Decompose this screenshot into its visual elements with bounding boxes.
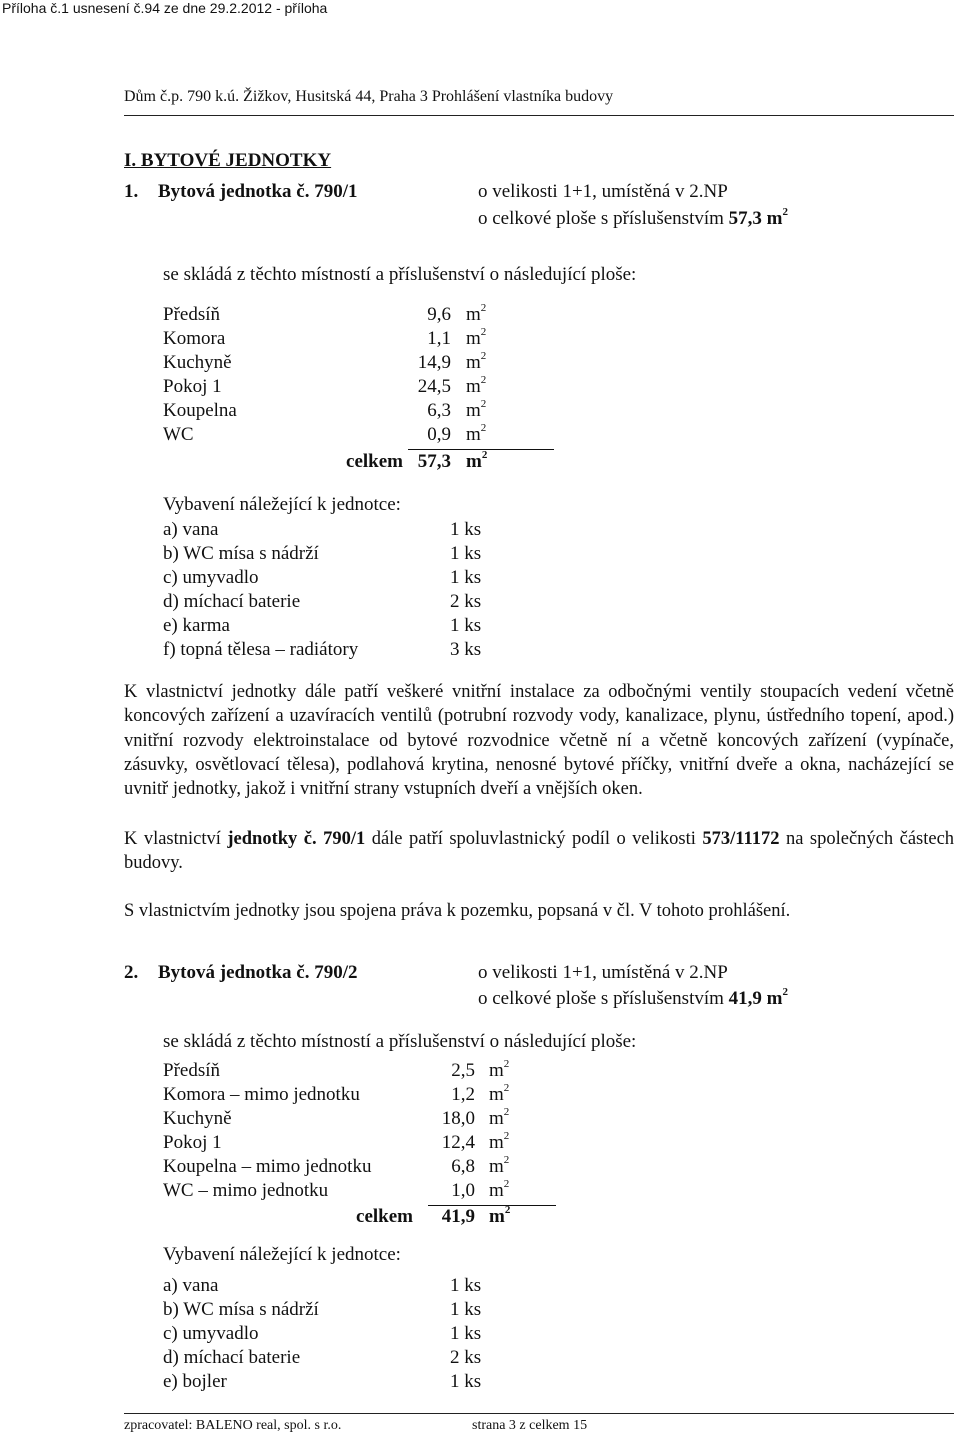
- room-area: 24,5: [417, 376, 451, 397]
- share-suffix: na společných částech budovy.: [124, 829, 955, 874]
- equipment-qty: 1 ks: [450, 519, 482, 540]
- room-total-row: [163, 448, 543, 474]
- footer-page-number: strana 3 z celkem 15: [472, 1418, 588, 1433]
- section-title: I. BYTOVÉ JEDNOTKY: [124, 150, 332, 171]
- room-unit-sup: 2: [503, 1129, 510, 1142]
- equipment-row: [163, 567, 503, 590]
- room-unit-sup: 2: [503, 1153, 510, 1166]
- room-unit-text: m: [489, 1156, 504, 1177]
- room-area: 18,0: [441, 1108, 475, 1129]
- equipment-name: d) míchací baterie: [163, 1347, 301, 1368]
- unit-1-number: 1.: [124, 181, 139, 202]
- room-name: WC – mimo jednotku: [163, 1180, 329, 1201]
- unit-2-equipment-title: Vybavení náležející k jednotce:: [163, 1244, 401, 1265]
- equipment-row: [163, 1299, 503, 1322]
- room-row: [163, 349, 543, 375]
- equipment-qty: 3 ks: [450, 639, 482, 660]
- document-header: Dům č.p. 790 k.ú. Žižkov, Husitská 44, Praha 3 Prohlášení vlastníka budovy: [124, 88, 614, 105]
- room-unit-text: m: [466, 328, 481, 349]
- unit-1-rooms-intro: se skládá z těchto místností a příslušenství o následující ploše:: [163, 264, 637, 285]
- unit-2-total-area-line: [478, 985, 788, 1010]
- room-unit: [489, 1057, 510, 1082]
- room-row: [163, 421, 543, 447]
- room-unit-text: m: [466, 400, 481, 421]
- equipment-name: b) WC mísa s nádrží: [163, 543, 319, 564]
- unit-2-number: 2.: [124, 962, 139, 983]
- room-area: 2,5: [451, 1060, 475, 1081]
- equipment-row: [163, 615, 503, 638]
- room-area: 1,2: [451, 1084, 475, 1105]
- unit-1-area-label: o celkové ploše s příslušenstvím: [478, 208, 724, 229]
- unit-2-size: o velikosti 1+1, umístěná v 2.NP: [478, 962, 728, 983]
- room-row: [163, 1105, 543, 1131]
- unit-1-total-area-line: [478, 205, 788, 230]
- share-unit: jednotky č. 790/1: [227, 829, 366, 849]
- room-unit-text: m: [466, 376, 481, 397]
- unit-1-ownership-paragraph: K vlastnictví jednotky dále patří veškeré vnitřní instalace za odbočnými ventily stoupacích vedení včetně koncových zařízení a uzavíracích ventilů (potrubní rozvody vody, kanalizace, plynu, ústředního topení, apod.) vnitřní rozvody elektroinstalace od bytové rozvodnice včetně ní a včetně koncových zařízení (vypínače, zásuvky, osvětlovací tělesa), podlahová krytina, nenosné bytové příčky, vnitřní dveře a okna, nacházející se uvnitř jednotky, jakož i vnitřní strany vstupních dveří a vnějších oken.: [124, 682, 954, 800]
- footer-divider: [124, 1413, 954, 1414]
- unit-1-size: o velikosti 1+1, umístěná v 2.NP: [478, 181, 728, 202]
- room-unit-text: m: [466, 304, 481, 325]
- room-row: [163, 1177, 543, 1203]
- room-name: WC: [163, 424, 194, 445]
- room-name: Pokoj 1: [163, 376, 222, 397]
- room-unit: [466, 349, 487, 374]
- room-area: 6,3: [427, 400, 451, 421]
- equipment-qty: 2 ks: [450, 591, 482, 612]
- room-unit-text: m: [489, 1060, 504, 1081]
- unit-1-area-value: 57,3 m: [728, 208, 783, 229]
- equipment-row: [163, 591, 503, 614]
- equipment-name: a) vana: [163, 519, 219, 540]
- room-area: 6,8: [451, 1156, 475, 1177]
- equipment-row: [163, 1323, 503, 1346]
- equipment-qty: 1 ks: [450, 543, 482, 564]
- room-unit-text: m: [489, 1132, 504, 1153]
- sum-divider: [408, 449, 554, 450]
- share-prefix: K vlastnictví: [124, 829, 221, 849]
- equipment-row: [163, 543, 503, 566]
- room-unit: [466, 325, 487, 350]
- equipment-qty: 1 ks: [450, 1299, 482, 1320]
- room-area: 0,9: [427, 424, 451, 445]
- equipment-qty: 2 ks: [450, 1347, 482, 1368]
- equipment-name: f) topná tělesa – radiátory: [163, 639, 359, 660]
- equipment-row: [163, 639, 503, 662]
- room-name: Komora – mimo jednotku: [163, 1084, 360, 1105]
- total-unit-sup: 2: [504, 1203, 511, 1216]
- total-unit: [466, 448, 488, 473]
- room-name: Kuchyně: [163, 352, 232, 373]
- unit-1-share-paragraph: [124, 827, 954, 876]
- unit-1-land-text: S vlastnictvím jednotky jsou spojena práva k pozemku, popsaná v čl. V tohoto prohlášení.: [124, 901, 791, 921]
- room-name: Pokoj 1: [163, 1132, 222, 1153]
- room-row: [163, 1153, 543, 1179]
- room-row: [163, 397, 543, 423]
- room-unit: [489, 1081, 510, 1106]
- room-row: [163, 1057, 543, 1083]
- unit-2-rooms-intro: se skládá z těchto místností a příslušenství o následující ploše:: [163, 1031, 637, 1052]
- room-row: [163, 1129, 543, 1155]
- equipment-qty: 1 ks: [450, 1371, 482, 1392]
- room-name: Koupelna: [163, 400, 237, 421]
- room-name: Předsíň: [163, 304, 220, 325]
- header-divider: [124, 115, 954, 116]
- room-unit: [466, 373, 487, 398]
- share-middle: dále patří spoluvlastnický podíl o velikosti: [371, 829, 696, 849]
- room-unit-text: m: [489, 1084, 504, 1105]
- unit-1-area-sup: 2: [782, 205, 788, 218]
- equipment-row: [163, 519, 503, 542]
- room-unit-text: m: [466, 424, 481, 445]
- unit-2-area-value: 41,9 m: [728, 988, 783, 1009]
- room-unit-sup: 2: [480, 325, 487, 338]
- equipment-qty: 1 ks: [450, 1323, 482, 1344]
- room-unit: [489, 1105, 510, 1130]
- total-unit-sup: 2: [481, 448, 488, 461]
- room-row: [163, 301, 543, 327]
- room-unit-sup: 2: [503, 1105, 510, 1118]
- total-area: 41,9: [441, 1206, 475, 1227]
- equipment-row: [163, 1371, 503, 1394]
- room-unit: [466, 301, 487, 326]
- unit-2-area-sup: 2: [782, 985, 788, 998]
- room-area: 9,6: [427, 304, 451, 325]
- room-unit-sup: 2: [480, 373, 487, 386]
- room-name: Komora: [163, 328, 226, 349]
- unit-2-title: Bytová jednotka č. 790/2: [158, 962, 358, 983]
- equipment-name: d) míchací baterie: [163, 591, 301, 612]
- unit-1-title: Bytová jednotka č. 790/1: [158, 181, 358, 202]
- equipment-name: a) vana: [163, 1275, 219, 1296]
- equipment-row: [163, 1347, 503, 1370]
- room-unit-sup: 2: [503, 1177, 510, 1190]
- room-total-row: [163, 1203, 543, 1229]
- room-row: [163, 1081, 543, 1107]
- equipment-qty: 1 ks: [450, 567, 482, 588]
- room-unit-sup: 2: [503, 1057, 510, 1070]
- unit-1-equipment-title: Vybavení náležející k jednotce:: [163, 494, 401, 515]
- room-unit-sup: 2: [480, 301, 487, 314]
- room-area: 1,0: [451, 1180, 475, 1201]
- room-unit: [489, 1177, 510, 1202]
- room-unit-sup: 2: [480, 349, 487, 362]
- total-label: celkem: [356, 1206, 413, 1227]
- room-unit: [466, 397, 487, 422]
- equipment-name: e) karma: [163, 615, 230, 636]
- room-unit: [489, 1129, 510, 1154]
- room-area: 12,4: [441, 1132, 475, 1153]
- equipment-name: c) umyvadlo: [163, 1323, 259, 1344]
- total-unit-text: m: [466, 451, 482, 472]
- room-area: 1,1: [427, 328, 451, 349]
- room-name: Kuchyně: [163, 1108, 232, 1129]
- room-unit-text: m: [466, 352, 481, 373]
- total-label: celkem: [346, 451, 403, 472]
- footer-author: zpracovatel: BALENO real, spol. s r.o.: [124, 1418, 342, 1433]
- equipment-qty: 1 ks: [450, 615, 482, 636]
- total-unit-text: m: [489, 1206, 505, 1227]
- room-unit-sup: 2: [503, 1081, 510, 1094]
- equipment-row: [163, 1275, 503, 1298]
- total-unit: [489, 1203, 511, 1228]
- equipment-qty: 1 ks: [450, 1275, 482, 1296]
- room-area: 14,9: [417, 352, 451, 373]
- equipment-name: e) bojler: [163, 1371, 227, 1392]
- room-unit-text: m: [489, 1180, 504, 1201]
- equipment-name: b) WC mísa s nádrží: [163, 1299, 319, 1320]
- room-unit: [489, 1153, 510, 1178]
- attachment-note: Příloha č.1 usnesení č.94 ze dne 29.2.2012 - příloha: [2, 0, 328, 16]
- room-unit-text: m: [489, 1108, 504, 1129]
- room-unit-sup: 2: [480, 421, 487, 434]
- room-unit-sup: 2: [480, 397, 487, 410]
- room-name: Předsíň: [163, 1060, 220, 1081]
- share-value: 573/11172: [702, 829, 780, 849]
- room-name: Koupelna – mimo jednotku: [163, 1156, 372, 1177]
- equipment-name: c) umyvadlo: [163, 567, 259, 588]
- room-row: [163, 373, 543, 399]
- unit-2-area-label: o celkové ploše s příslušenstvím: [478, 988, 724, 1009]
- room-row: [163, 325, 543, 351]
- room-unit: [466, 421, 487, 446]
- total-area: 57,3: [417, 451, 451, 472]
